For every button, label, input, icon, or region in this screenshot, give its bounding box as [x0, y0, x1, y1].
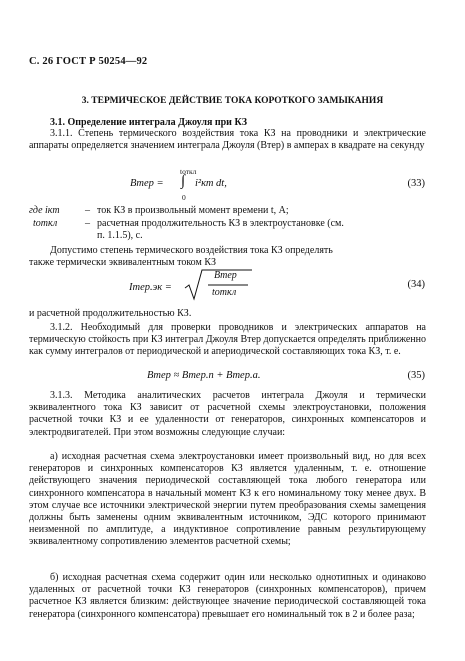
- paragraph-3-1-1: 3.1.1. Степень термического воздействия тока КЗ на проводники и электрические аппараты определяется значением интеграла Джоуля (Bтер) в амперах в квадрате на секунду: [29, 128, 426, 152]
- eq34-lhs: Iтер.эк =: [129, 282, 172, 293]
- integral-upper-limit: tоткл: [180, 167, 197, 176]
- eq34-denominator: tоткл: [212, 287, 237, 298]
- list-item-a: а) исходная расчетная схема электроустановки имеет произвольный вид, но для всех генераторов и синхронных компенсаторов КЗ является удаленным, т. е. отношение действующего значения периодической составляющей тока любого генератора или синхронного компенсатора в начальный момент КЗ к его номинальному току менее двух. В этом случае все источники электрической энергии путем преобразования схемы замещения должны быть заменены одним эквивалентным источником, ЭДС которого принимают неизменной по амплитуде, а индуктивное сопротивление равным результирующему эквивалентному сопротивлению элементов расчетной схемы;: [29, 451, 426, 548]
- section-title: 3. ТЕРМИЧЕСКОЕ ДЕЙСТВИЕ ТОКА КОРОТКОГО ЗАМЫКАНИЯ: [81, 96, 384, 106]
- list-item-b: б) исходная расчетная схема содержит один или несколько однотипных и одинаково удаленных от расчетной точки КЗ генераторов (синхронных компенсаторов), причем расчетное КЗ является близким: действующее значение периодической составляющей тока генератора (синхронного компенсатора) превышает его номинальный ток в 2 и более раза;: [29, 572, 426, 620]
- def-dash: –: [85, 205, 90, 216]
- def-symbol: tоткл: [33, 218, 58, 229]
- def-symbol: где iкт: [29, 205, 60, 216]
- paragraph-3-1-2: 3.1.2. Необходимый для проверки проводников и электрических аппаратов на термическую стойкость при КЗ интеграл Джоуля Bтер допускается определять приближенно как сумму интегралов от периодической и апериодической составляющих тока КЗ, т. е.: [29, 322, 426, 358]
- eq33-lhs: Bтер =: [130, 178, 164, 189]
- integral-sign: ∫: [181, 173, 186, 189]
- equation-35-number: (35): [407, 370, 425, 381]
- subsection-title: 3.1. Определение интеграла Джоуля при КЗ: [50, 117, 247, 128]
- equation-33-number: (33): [407, 178, 425, 189]
- def-dash: –: [85, 218, 90, 229]
- eq33-integrand: i²кт dt,: [195, 178, 227, 189]
- after-equation-34: и расчетной продолжительностью КЗ.: [29, 308, 192, 319]
- paragraph-3-1-3: 3.1.3. Методика аналитических расчетов интеграла Джоуля и термически эквивалентного тока КЗ зависит от расчетной схемы электроустановки, положения расчетной точки КЗ и ее удаленности от генераторов, синхронных компенсаторов и электродвигателей. При этом возможны следующие случаи:: [29, 390, 426, 438]
- page-header: С. 26 ГОСТ Р 50254—92: [29, 56, 148, 67]
- def-text: ток КЗ в произвольный момент времени t, А;: [97, 205, 289, 216]
- integral-lower-limit: 0: [182, 193, 186, 202]
- eq35-formula: Bтер ≈ Bтер.п + Bтер.а.: [147, 370, 261, 381]
- def-text: п. 1.1.5), с.: [97, 230, 143, 241]
- paragraph-allowed-line-1: Допустимо степень термического воздействия тока КЗ определять: [50, 245, 333, 256]
- equation-34-number: (34): [407, 279, 425, 290]
- def-text: расчетная продолжительность КЗ в электроустановке (см.: [97, 218, 344, 229]
- eq34-numerator: Bтер: [214, 270, 237, 281]
- paragraph-allowed-line-2: также термически эквивалентным током КЗ: [29, 257, 217, 268]
